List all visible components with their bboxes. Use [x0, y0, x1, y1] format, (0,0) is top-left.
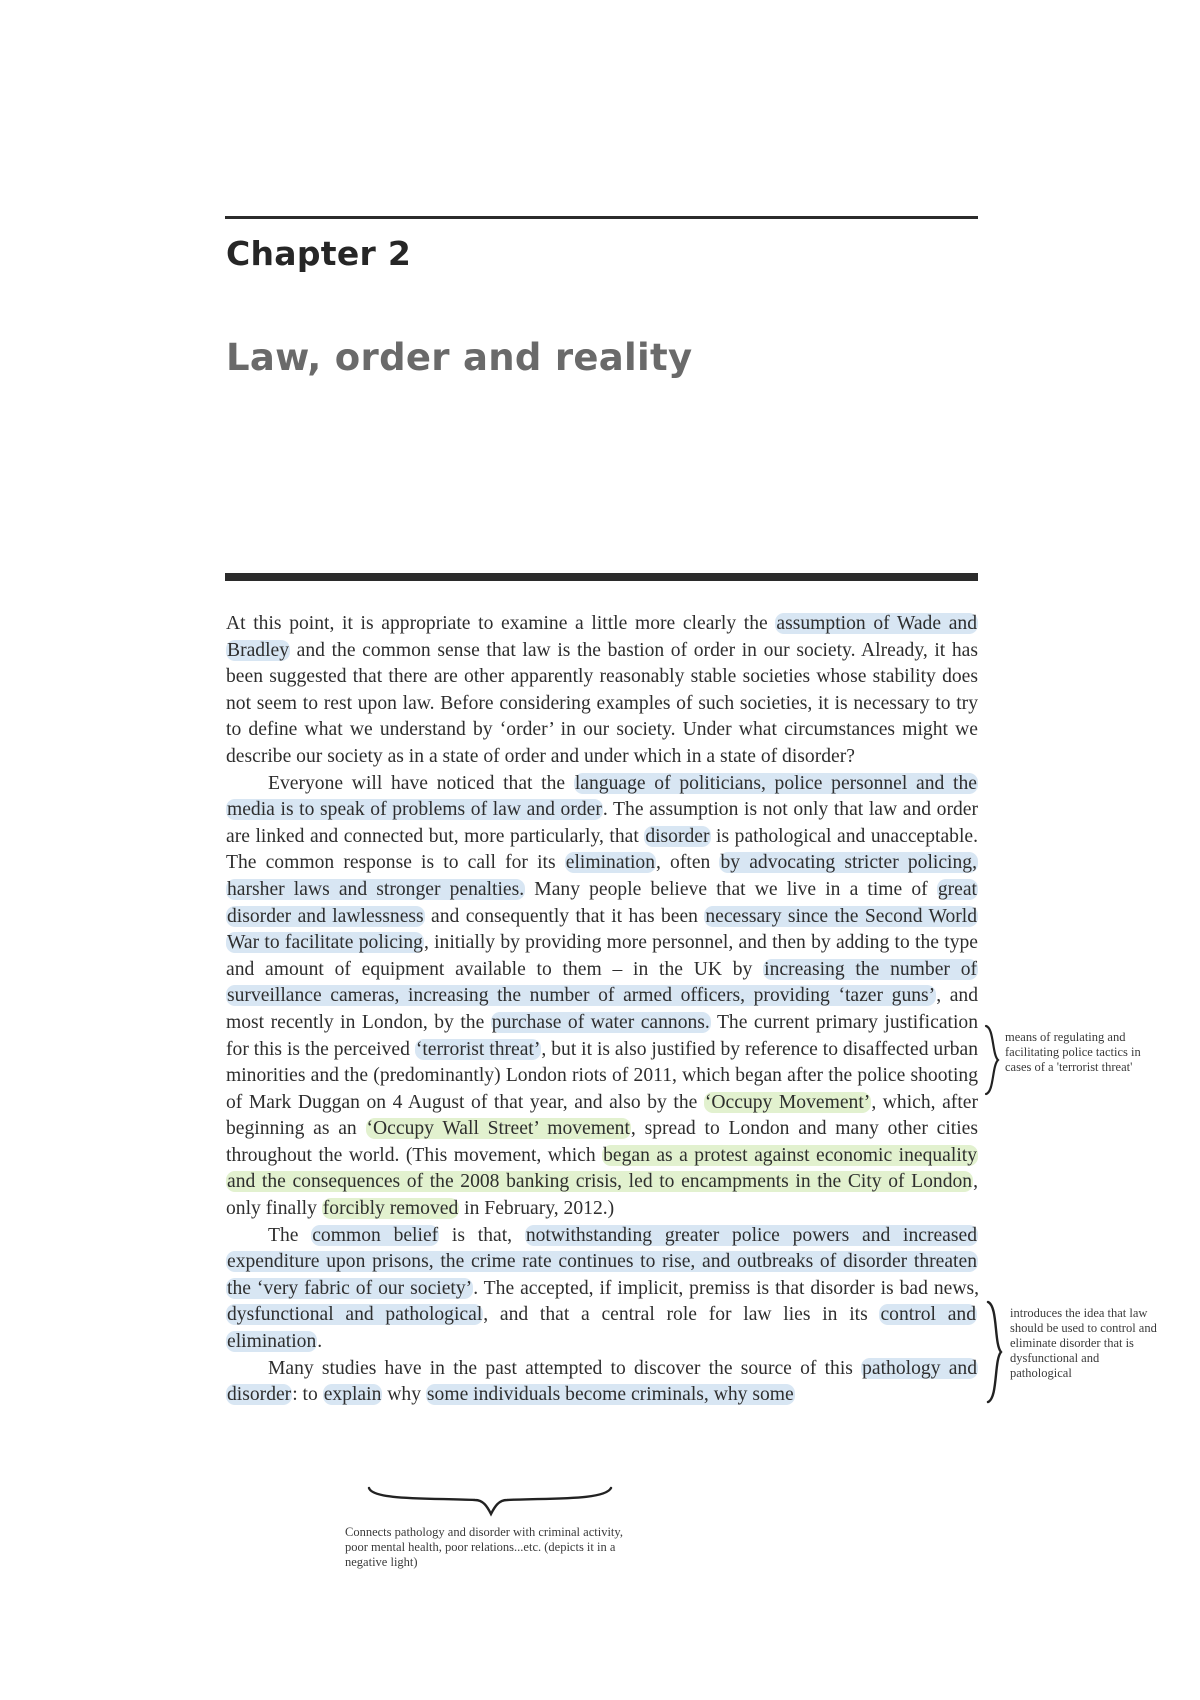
highlight-blue: notwithstanding greater police powers and increased expenditure upon prisons, the crime rate continues to rise, and outbreaks of disorder threaten the ‘very fabric of our society’ — [227, 1224, 977, 1299]
highlight-blue: control and elimination — [227, 1304, 976, 1353]
highlight-blue: ‘terrorist threat’ — [415, 1038, 541, 1060]
text-run: , spread to London and many other cities throughout the world. (This movement, which — [226, 1118, 978, 1166]
paragraph-4 — [226, 1356, 978, 1409]
text-run: : to — [292, 1384, 323, 1406]
top-rule — [225, 216, 978, 219]
highlight-green: ‘Occupy Wall Street’ movement — [366, 1118, 630, 1140]
paragraph-1 — [226, 611, 978, 771]
text-run: , often — [656, 852, 720, 874]
text-run: why — [382, 1384, 426, 1406]
text-run: , which, after beginning as an — [226, 1091, 978, 1140]
paragraph-2 — [226, 771, 978, 1223]
highlight-blue: common belief — [312, 1224, 439, 1246]
right-brace-1 — [982, 1024, 1004, 1096]
margin-note-3: Connects pathology and disorder with criminal activity, poor mental health, poor relations...etc. (depicts it in a negative light) — [345, 1525, 623, 1569]
highlight-green: began as a protest against economic inequality and the consequences of the 2008 banking crisis, led to encampments in the City of London — [227, 1144, 978, 1193]
highlight-blue: elimination — [565, 852, 655, 874]
text-run: , only finally — [226, 1171, 978, 1220]
highlight-blue: disorder — [645, 825, 710, 847]
bottom-brace — [365, 1484, 615, 1518]
text-run: and the common sense that law is the bastion of order in our society. Already, it has been suggested that there are other apparently reasonably stable societies whose stability does not seem to rest upon law. Before considering examples of such societies, it is necessary to try to define what we understand by ‘order’ in our society. Under what circumstances might we describe our society as in a state of order and under which in a state of disorder? — [226, 639, 978, 767]
text-run: Many people believe that we live in a time of — [525, 878, 937, 900]
highlight-blue: pathology and disorder — [227, 1357, 977, 1406]
highlight-blue: necessary since the Second World War to facilitate policing — [227, 905, 978, 954]
highlight-blue: great disorder and lawlessness — [227, 878, 977, 927]
highlight-blue: explain — [323, 1384, 382, 1406]
right-brace-2 — [984, 1300, 1006, 1404]
text-run: in February, 2012.) — [459, 1198, 615, 1220]
text-run: , and that a central role for law lies in its — [483, 1304, 880, 1326]
highlight-green: ‘Occupy Movement’ — [704, 1091, 871, 1113]
text-run: . The accepted, if implicit, premiss is that disorder is bad news, — [473, 1277, 980, 1299]
text-run: is pathological and unacceptable. The common response is to call for its — [226, 825, 978, 874]
text-run: . — [317, 1331, 323, 1353]
chapter-label: Chapter 2 — [226, 234, 412, 273]
highlight-blue: by advocating stricter policing, harsher laws and stronger penalties. — [227, 852, 977, 900]
paragraph-3 — [226, 1223, 978, 1356]
margin-note-2: introduces the idea that law should be used to control and eliminate disorder that is dysfunctional and pathological — [1010, 1306, 1157, 1380]
text-run: , initially by providing more personnel, and then by adding to the type and amount of equipment available to them – in the UK by — [226, 932, 978, 980]
text-run: . The assumption is not only that law and order are linked and connected but, more particularly, that — [226, 799, 978, 847]
margin-note-1: means of regulating and facilitating police tactics in cases of a 'terrorist threat' — [1005, 1030, 1141, 1074]
highlight-green: forcibly removed — [322, 1198, 459, 1220]
text-run: and consequently that it has been — [424, 905, 705, 927]
text-run: Everyone will have noticed that the — [268, 772, 574, 794]
text-run: The current primary justification for this is the perceived — [226, 1011, 979, 1060]
highlight-blue: assumption of Wade and Bradley — [227, 613, 977, 661]
text-run: Many studies have in the past attempted to discover the source of this — [268, 1357, 862, 1379]
text-run: At this point, it is appropriate to examine a little more clearly the — [226, 613, 776, 634]
highlight-blue: some individuals become criminals, why some — [426, 1384, 794, 1406]
highlight-blue: increasing the number of surveillance cameras, increasing the number of armed officers, providing ‘tazer guns’ — [227, 958, 978, 1007]
bottom-rule — [225, 573, 978, 581]
text-run: is that, — [439, 1224, 525, 1246]
highlight-blue: dysfunctional and pathological — [227, 1304, 483, 1326]
text-run: The — [268, 1224, 312, 1246]
text-run: , but it is also justified by reference to disaffected urban minorities and the (predominantly) London riots of 2011, which began after the police shooting of Mark Duggan on 4 August of that year, and also by the — [226, 1038, 979, 1113]
chapter-title: Law, order and reality — [226, 336, 693, 379]
body-text — [226, 611, 978, 1409]
highlight-blue: purchase of water cannons. — [491, 1011, 710, 1033]
text-run: , and most recently in London, by the — [226, 985, 978, 1033]
highlight-blue: language of politicians, police personnel and the media is to speak of problems of law and order — [227, 772, 977, 821]
